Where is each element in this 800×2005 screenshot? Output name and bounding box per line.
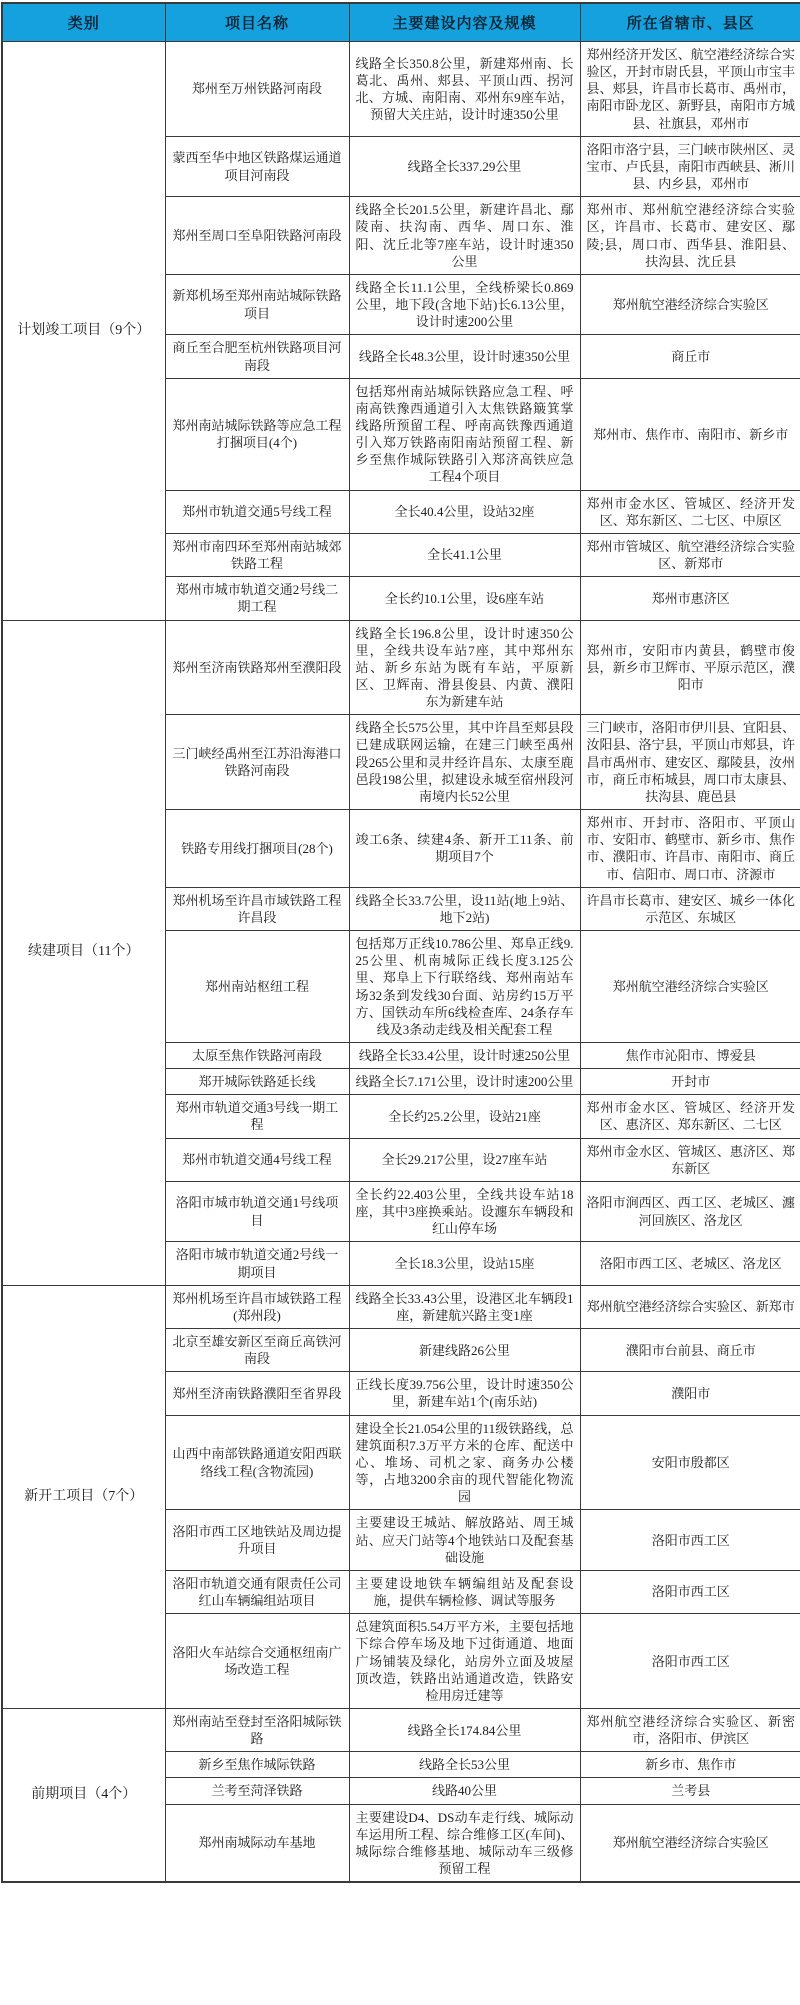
project-name-cell: 新乡至焦作城际铁路 <box>165 1752 349 1778</box>
location-cell: 兰考县 <box>580 1778 800 1804</box>
location-cell: 商丘市 <box>580 335 800 378</box>
location-cell: 洛阳市西工区 <box>580 1510 800 1570</box>
location-cell: 洛阳市涧西区、西工区、老城区、瀍河回族区、洛龙区 <box>580 1181 800 1241</box>
category-cell: 计划竣工项目（9个） <box>2 42 165 621</box>
scope-cell: 总建筑面积5.54万平方米，主要包括地下综合停车场及地下过街通道、地面广场铺装及绿化，站房外立面及坡屋顶改造，铁路出站通道改造，铁路安检用房迁建等 <box>349 1614 580 1709</box>
project-name-cell: 北京至雄安新区至商丘高铁河南段 <box>165 1329 349 1372</box>
category-cell: 前期项目（4个） <box>2 1708 165 1882</box>
scope-cell: 建设全长21.054公里的11级铁路线，总建筑面积7.3万平方米的仓库、配送中心、堆场、司机之家、商务办公楼等，占地3200余亩的现代智能化物流园 <box>349 1415 580 1510</box>
scope-cell: 全长40.4公里，设站32座 <box>349 490 580 533</box>
project-name-cell: 郑州南站至登封至洛阳城际铁路 <box>165 1708 349 1751</box>
project-name-cell: 郑州市轨道交通4号线工程 <box>165 1138 349 1181</box>
scope-cell: 主要建设地铁车辆编组站及配套设施，提供车辆检修、调试等服务 <box>349 1570 580 1613</box>
location-cell: 新乡市、焦作市 <box>580 1752 800 1778</box>
location-cell: 郑州市金水区、管城区、经济开发区、郑东新区、二七区、中原区 <box>580 490 800 533</box>
category-cell: 续建项目（11个） <box>2 620 165 1285</box>
table-header <box>2 3 800 42</box>
location-cell: 郑州航空港经济综合实验区 <box>580 274 800 334</box>
project-name-cell: 兰考至菏泽铁路 <box>165 1778 349 1804</box>
project-name-cell: 商丘至合肥至杭州铁路项目河南段 <box>165 335 349 378</box>
location-cell: 开封市 <box>580 1069 800 1095</box>
project-name-cell: 蒙西至华中地区铁路煤运通道项目河南段 <box>165 136 349 196</box>
location-cell: 安阳市殷都区 <box>580 1415 800 1510</box>
location-cell: 郑州市金水区、管城区、经济开发区、惠济区、郑东新区、二七区 <box>580 1095 800 1138</box>
scope-cell: 线路全长575公里，其中许昌至郏县段已建成联网运输，在建三门峡至禹州段265公里和灵井经许昌东、太康至鹿邑段198公里，拟建设永城至宿州段河南境内长52公里 <box>349 715 580 810</box>
location-cell: 三门峡市，洛阳市伊川县、宜阳县、汝阳县、洛宁县，平顶山市郏县，许昌市禹州市、建安区、鄢陵县，汝州市，商丘市柘城县，周口市太康县、扶沟县、鹿邑县 <box>580 715 800 810</box>
project-name-cell: 郑州至济南铁路郑州至濮阳段 <box>165 620 349 715</box>
project-name-cell: 新郑机场至郑州南站城际铁路项目 <box>165 274 349 334</box>
scope-cell: 全长29.217公里，设27座车站 <box>349 1138 580 1181</box>
scope-cell: 线路全长33.7公里，设11站(地上9站、地下2站) <box>349 887 580 930</box>
project-name-cell: 郑州至济南铁路濮阳至省界段 <box>165 1372 349 1415</box>
project-name-cell: 郑州机场至许昌市域铁路工程(郑州段) <box>165 1285 349 1328</box>
location-cell: 郑州市、开封市、洛阳市、平顶山市、安阳市、鹤壁市、新乡市、焦作市、濮阳市、许昌市、南阳市、商丘市、信阳市、周口市、济源市 <box>580 810 800 888</box>
project-name-cell: 洛阳市轨道交通有限责任公司红山车辆编组站项目 <box>165 1570 349 1613</box>
location-cell: 洛阳市洛宁县，三门峡市陕州区、灵宝市、卢氏县，南阳市西峡县、淅川县、内乡县，邓州市 <box>580 136 800 196</box>
project-name-cell: 三门峡经禹州至江苏沿海港口铁路河南段 <box>165 715 349 810</box>
project-name-cell: 郑州至周口至阜阳铁路河南段 <box>165 197 349 275</box>
scope-cell: 线路全长350.8公里，新建郑州南、长葛北、禹州、郏县、平顶山西、拐河北、方城、南阳南、邓州东9座车站，预留大关庄站，设计时速350公里 <box>349 42 580 137</box>
scope-cell: 线路全长196.8公里，设计时速350公里，全线共设车站7座，其中郑州东站、新乡东站为既有车站，平原新区、卫辉南、滑县俊县、内黄、濮阳东为新建车站 <box>349 620 580 715</box>
project-name-cell: 洛阳市城市轨道交通1号线项目 <box>165 1181 349 1241</box>
location-cell: 洛阳市西工区 <box>580 1570 800 1613</box>
table-row <box>2 42 800 137</box>
project-name-cell: 山西中南部铁路通道安阳西联络线工程(含物流园) <box>165 1415 349 1510</box>
location-cell: 郑州市管城区、航空港经济综合实验区、新郑市 <box>580 533 800 576</box>
header-cell: 类别 <box>2 3 165 42</box>
scope-cell: 线路全长11.1公里，全线桥梁长0.869公里，地下段(含地下站)长6.13公里，设计时速200公里 <box>349 274 580 334</box>
project-name-cell: 洛阳市城市轨道交通2号线一期项目 <box>165 1242 349 1285</box>
location-cell: 郑州市金水区、管城区、惠济区、郑东新区 <box>580 1138 800 1181</box>
table-row <box>2 620 800 715</box>
location-cell: 许昌市长葛市、建安区、城乡一体化示范区、东城区 <box>580 887 800 930</box>
scope-cell: 线路40公里 <box>349 1778 580 1804</box>
project-name-cell: 太原至焦作铁路河南段 <box>165 1042 349 1068</box>
scope-cell: 线路全长53公里 <box>349 1752 580 1778</box>
scope-cell: 全长约25.2公里，设站21座 <box>349 1095 580 1138</box>
project-name-cell: 郑开城际铁路延长线 <box>165 1069 349 1095</box>
location-cell: 郑州市、郑州航空港经济综合实验区，许昌市、长葛市、建安区、鄢陵;县，周口市、西华县、淮阳县、扶沟县、沈丘县 <box>580 197 800 275</box>
table-row <box>2 1708 800 1751</box>
scope-cell: 主要建设王城站、解放路站、周王城站、应天门站等4个地铁站口及配套基础设施 <box>349 1510 580 1570</box>
table-body <box>2 42 800 1883</box>
scope-cell: 包括郑州南站城际铁路应急工程、呼南高铁豫西通道引入太焦铁路簸箕掌线路所预留工程、呼南高铁豫西通道引入郑万铁路南阳南站预留工程、新乡至焦作城际铁路引入郑济高铁应急工程4个项目 <box>349 378 580 490</box>
project-name-cell: 郑州市轨道交通3号线一期工程 <box>165 1095 349 1138</box>
scope-cell: 全长约22.403公里，全线共设车站18座，其中3座换乘站。设瀍东车辆段和红山停车场 <box>349 1181 580 1241</box>
location-cell: 濮阳市台前县、商丘市 <box>580 1329 800 1372</box>
project-name-cell: 郑州市南四环至郑州南站城郊铁路工程 <box>165 533 349 576</box>
location-cell: 郑州航空港经济综合实验区、新密市，洛阳市、伊滨区 <box>580 1708 800 1751</box>
scope-cell: 线路全长337.29公里 <box>349 136 580 196</box>
location-cell: 郑州航空港经济综合实验区、新郑市 <box>580 1285 800 1328</box>
scope-cell: 主要建设D4、DS动车走行线、城际动车运用所工程、综合维修工区(车间)、城际综合维修基地、城际动车三级修预留工程 <box>349 1804 580 1882</box>
projects-table <box>1 2 800 1883</box>
project-name-cell: 郑州机场至许昌市域铁路工程许昌段 <box>165 887 349 930</box>
scope-cell: 包括郑万正线10.786公里、郑阜正线9.25公里、机南城际正线长度3.125公里、郑阜上下行联络线、郑州南站车场32条到发线30台面、站房约15万平方、国铁动车所6线检查库、24条存车线及3条动走线及相关配套工程 <box>349 931 580 1043</box>
category-cell: 新开工项目（7个） <box>2 1285 165 1708</box>
project-name-cell: 洛阳火车站综合交通枢纽南广场改造工程 <box>165 1614 349 1709</box>
header-row <box>2 3 800 42</box>
project-name-cell: 铁路专用线打捆项目(28个) <box>165 810 349 888</box>
project-name-cell: 郑州至万州铁路河南段 <box>165 42 349 137</box>
project-name-cell: 郑州南城际动车基地 <box>165 1804 349 1882</box>
location-cell: 焦作市沁阳市、博爱县 <box>580 1042 800 1068</box>
location-cell: 郑州经济开发区、航空港经济综合实验区，开封市尉氏县，平顶山市宝丰县、郏县，许昌市长葛市、禹州市，南阳市卧龙区、新野县，南阳市方城县、社旗县，邓州市 <box>580 42 800 137</box>
scope-cell: 线路全长201.5公里，新建许昌北、鄢陵南、扶沟南、西华、周口东、淮阳、沈丘北等7座车站，设计时速350公里 <box>349 197 580 275</box>
location-cell: 郑州市、焦作市、南阳市、新乡市 <box>580 378 800 490</box>
scope-cell: 线路全长174.84公里 <box>349 1708 580 1751</box>
header-cell: 所在省辖市、县区 <box>580 3 800 42</box>
header-cell: 项目名称 <box>165 3 349 42</box>
scope-cell: 全长约10.1公里，设6座车站 <box>349 577 580 620</box>
location-cell: 郑州航空港经济综合实验区 <box>580 931 800 1043</box>
location-cell: 郑州航空港经济综合实验区 <box>580 1804 800 1882</box>
header-cell: 主要建设内容及规模 <box>349 3 580 42</box>
project-name-cell: 郑州市轨道交通5号线工程 <box>165 490 349 533</box>
location-cell: 洛阳市西工区、老城区、洛龙区 <box>580 1242 800 1285</box>
location-cell: 洛阳市西工区 <box>580 1614 800 1709</box>
project-name-cell: 洛阳市西工区地铁站及周边提升项目 <box>165 1510 349 1570</box>
project-name-cell: 郑州南站枢纽工程 <box>165 931 349 1043</box>
location-cell: 郑州市惠济区 <box>580 577 800 620</box>
scope-cell: 新建线路26公里 <box>349 1329 580 1372</box>
scope-cell: 正线长度39.756公里，设计时速350公里，新建车站1个(南乐站) <box>349 1372 580 1415</box>
table-row <box>2 1285 800 1328</box>
location-cell: 濮阳市 <box>580 1372 800 1415</box>
scope-cell: 线路全长7.171公里，设计时速200公里 <box>349 1069 580 1095</box>
project-name-cell: 郑州市城市轨道交通2号线二期工程 <box>165 577 349 620</box>
scope-cell: 线路全长33.4公里，设计时速250公里 <box>349 1042 580 1068</box>
project-name-cell: 郑州南站城际铁路等应急工程打捆项目(4个) <box>165 378 349 490</box>
scope-cell: 线路全长33.43公里，设港区北车辆段1座，新建航兴路主变1座 <box>349 1285 580 1328</box>
scope-cell: 全长41.1公里 <box>349 533 580 576</box>
scope-cell: 全长18.3公里，设站15座 <box>349 1242 580 1285</box>
location-cell: 郑州市，安阳市内黄县，鹤壁市俊县，新乡市卫辉市、平原示范区，濮阳市 <box>580 620 800 715</box>
scope-cell: 线路全长48.3公里，设计时速350公里 <box>349 335 580 378</box>
scope-cell: 竣工6条、续建4条、新开工11条、前期项目7个 <box>349 810 580 888</box>
